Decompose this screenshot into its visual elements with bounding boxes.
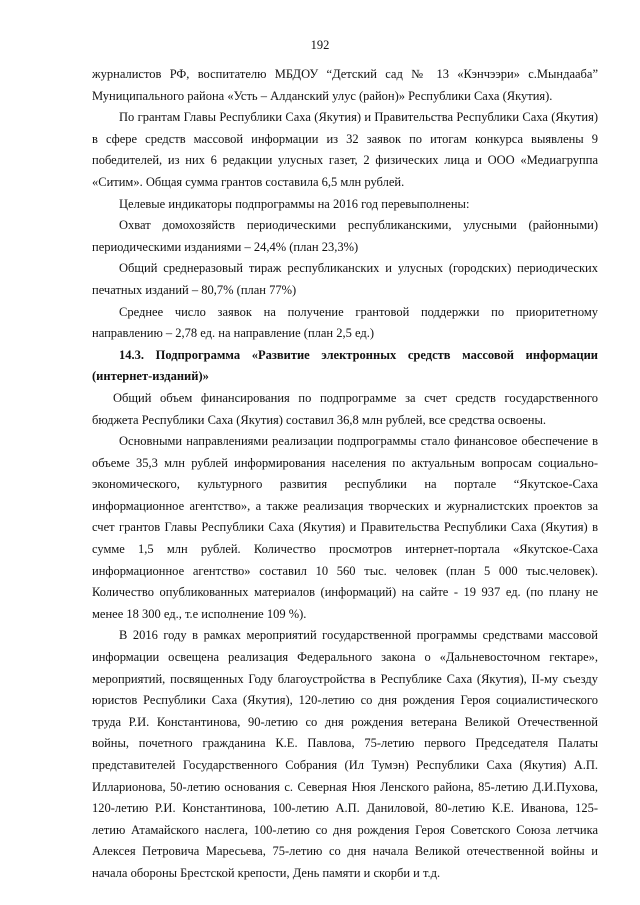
section-heading-14-3: 14.3. Подпрограмма «Развитие электронных средств массовой информации (интернет-изданий)» [92, 347, 598, 384]
paragraph-events-2016: В 2016 году в рамках мероприятий государственной программы средствами массовой информации освещена реализация Федерального закона о «Дальневосточном гектаре», мероприятий, посвященных Году благоустройства в Республике Саха (Якутия), II-му съезду юристов Республики Саха (Якутия), 120-летию со дня рождения Героя социалистического труда Р.И. Константинова, 90-летию со дня рождения ветерана Великой Отечественной войны, почетного гражданина К.Е. Павлова, 75-летию первого Председателя Палаты представителей Государственного Собрания (Ил Тумэн) Республики Саха (Якутия) А.П. Илларионова, 50-летию основания с. Северная Нюя Ленского района, 85-летию Д.И.Пухова, 120-летию Р.И. Константинова, 100-летию А.П. Даниловой, 80-летию К.Е. Иванова, 125-летию Атамайского наслега, 100-летию со дня рождения Героя Советского Союза летчика Алексея Петровича Маресьева, 75-летию со дня начала Великой отечественной войны и начала обороны Брестской крепости, День памяти и скорби и т.д. [92, 628, 598, 880]
page-number: 192 [310, 38, 330, 52]
paragraph-circulation: Общий среднеразовый тираж республиканских и улусных (городских) периодических печатных изданий – 80,7% (план 77%) [92, 261, 598, 297]
paragraph-main-directions: Основными направлениями реализации подпрограммы стало финансовое обеспечение в объеме 35,3 млн рублей информирования населения по актуальным вопросам социально-экономического, культурного развития республики на портале “Якутское-Саха информационное агентство», а также реализация творческих и журналистских проектов за счет грантов Главы Республики Саха (Якутия) и Правительства Республики Саха (Якутия) в сумме 1,5 млн рублей. Количество просмотров интернет-портала «Якутское-Саха информационное агентство» составил 10 560 тыс. человек (план 5 000 тыс.человек). Количество опубликованных материалов (информаций) на сайте - 19 937 ед. (по плану не менее 18 300 ед., т.е исполнение 109 %). [92, 434, 598, 621]
paragraph-funding: Общий объем финансирования по подпрограмме за счет средств государственного бюджета Республики Саха (Якутия) составил 36,8 млн рублей, все средства освоены. [92, 390, 598, 427]
paragraph-applications: Среднее число заявок на получение грантовой поддержки по приоритетному направлению – 2,78 ед. на направление (план 2,5 ед.) [92, 304, 598, 341]
paragraph-target-indicators: Целевые индикаторы подпрограммы на 2016 год перевыполнены: [119, 196, 470, 211]
paragraph-awards-continuation: журналистов РФ, воспитателю МБДОУ “Детский сад № 13 «Кэнчээри» с.Мындааба” Муниципального района «Усть – Алданский улус (район)» Республики Саха (Якутия). [92, 67, 598, 103]
paragraph-grants: По грантам Главы Республики Саха (Якутия) и Правительства Республики Саха (Якутия) в сфере средств массовой информации из 32 заявок по итогам конкурса выявлены 9 победителей, из них 6 редакции улусных газет, 2 физических лица и ООО «Медиагруппа «Ситим». Общая сумма грантов составила 6,5 млн рублей. [92, 110, 598, 189]
paragraph-household-coverage: Охват домохозяйств периодическими республиканскими, улусными (районными) периодическими изданиями – 24,4% (план 23,3%) [92, 218, 598, 254]
document-body [92, 64, 598, 885]
